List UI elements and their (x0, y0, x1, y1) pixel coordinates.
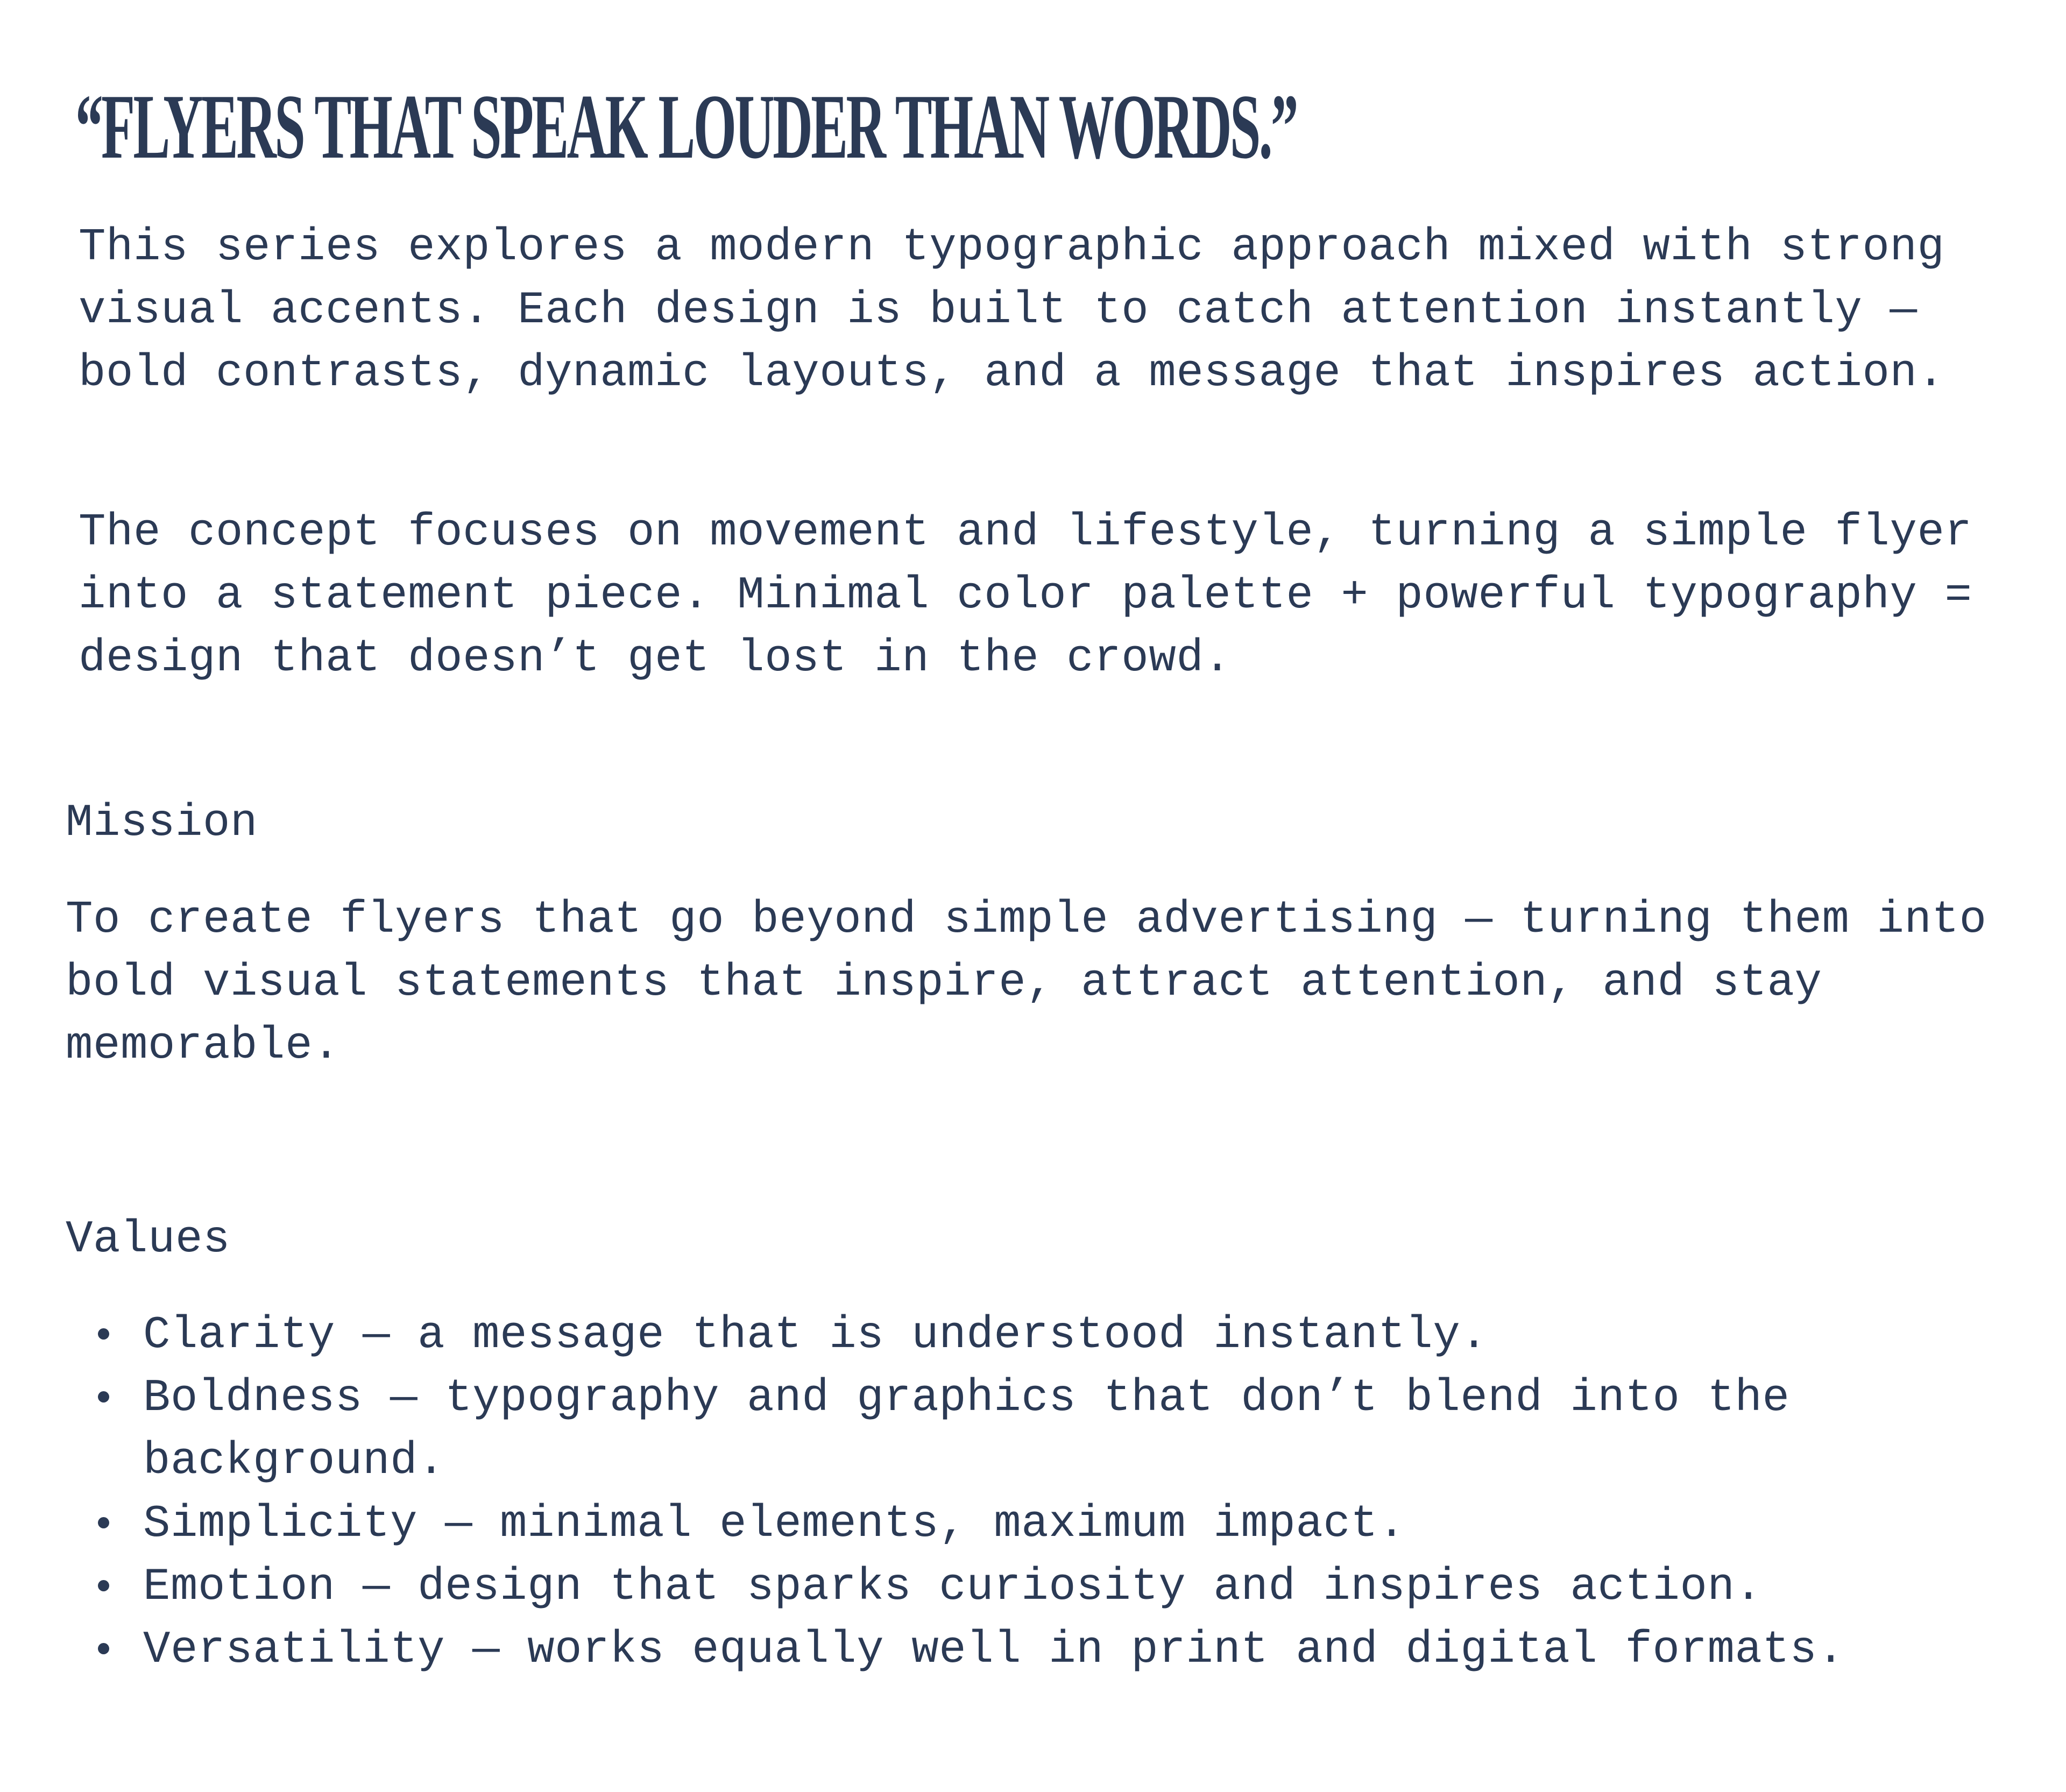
bullet-icon (98, 1517, 109, 1528)
value-item-text: Versatility — works equally well in print and digital formats. (143, 1625, 1845, 1676)
list-item (143, 1619, 2037, 1682)
intro-paragraph-2: The concept focuses on movement and lifestyle, turning a simple flyer into a statement piece. Minimal color palette + powerful typography = design that doesn’t get lost in the crowd. (79, 507, 1972, 684)
value-item-text: Clarity — a message that is understood instantly. (143, 1310, 1488, 1361)
page-title: “FLYERS THAT SPEAK LOUDER THAN WORDS.” (75, 76, 1297, 178)
list-item (143, 1556, 2037, 1619)
bullet-icon (98, 1391, 109, 1403)
mission-heading: Mission (66, 798, 258, 849)
values-list (143, 1304, 2037, 1682)
bullet-icon (98, 1580, 109, 1591)
bullet-icon (98, 1328, 109, 1340)
value-item-text: Simplicity — minimal elements, maximum impact. (143, 1499, 1406, 1550)
list-item (143, 1304, 2037, 1367)
value-item-text: Emotion — design that sparks curiosity and inspires action. (143, 1562, 1763, 1613)
bullet-icon (98, 1643, 109, 1654)
intro-paragraph-1: This series explores a modern typographic approach mixed with strong visual accents. Each design is built to catch attention instantly — bold contrasts, dynamic layouts, and a message that inspires action. (79, 222, 1945, 399)
list-item (143, 1493, 2037, 1556)
list-item (143, 1367, 2037, 1493)
value-item-text: Boldness — typography and graphics that don’t blend into the background. (143, 1373, 1790, 1487)
mission-text: To create flyers that go beyond simple advertising — turning them into bold visual statements that inspire, attract attention, and stay memorable. (66, 895, 1987, 1072)
values-heading: Values (66, 1214, 231, 1265)
